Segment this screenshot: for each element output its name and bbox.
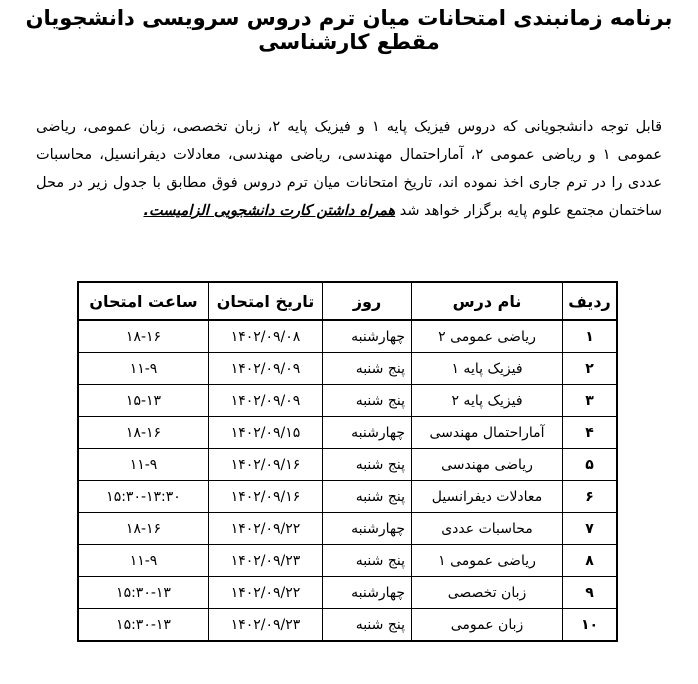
row-num: ۹ (563, 577, 618, 609)
row-course-name: فیزیک پایه ۲ (412, 385, 563, 417)
row-course-name: ریاضی عمومی ۱ (412, 545, 563, 577)
row-exam-date: ۱۴۰۲/۰۹/۰۸ (209, 320, 323, 353)
row-num: ۳ (563, 385, 618, 417)
table-row (78, 353, 617, 385)
row-exam-time: ۱۵-۱۳ (78, 385, 209, 417)
table-row (78, 417, 617, 449)
row-course-name: ریاضی عمومی ۲ (412, 320, 563, 353)
table-row (78, 385, 617, 417)
row-course-name: فیزیک پایه ۱ (412, 353, 563, 385)
row-exam-time: ۱۸-۱۶ (78, 513, 209, 545)
table-row (78, 577, 617, 609)
row-num: ۱ (563, 320, 618, 353)
row-exam-time: ۱۱-۹ (78, 353, 209, 385)
header-exam-date: تاریخ امتحان (209, 282, 323, 320)
row-exam-date: ۱۴۰۲/۰۹/۱۶ (209, 449, 323, 481)
row-exam-date: ۱۴۰۲/۰۹/۰۹ (209, 385, 323, 417)
header-course-name: نام درس (412, 282, 563, 320)
row-exam-time: ۱۵:۳۰-۱۳ (78, 577, 209, 609)
row-day: پنج شنبه (323, 449, 412, 481)
row-num: ۵ (563, 449, 618, 481)
row-exam-date: ۱۴۰۲/۰۹/۱۵ (209, 417, 323, 449)
row-exam-time: ۱۵:۳۰-۱۳ (78, 609, 209, 642)
row-course-name: معادلات دیفرانسیل (412, 481, 563, 513)
row-exam-date: ۱۴۰۲/۰۹/۲۳ (209, 545, 323, 577)
row-num: ۱۰ (563, 609, 618, 642)
row-num: ۲ (563, 353, 618, 385)
row-day: پنج شنبه (323, 609, 412, 642)
intro-paragraph (36, 113, 662, 225)
page-title: برنامه زمانبندی امتحانات میان ترم دروس سرویسی دانشجویان مقطع کارشناسی (25, 6, 673, 54)
row-day: پنج شنبه (323, 385, 412, 417)
row-num: ۶ (563, 481, 618, 513)
row-num: ۸ (563, 545, 618, 577)
table-row (78, 513, 617, 545)
row-day: چهارشنبه (323, 577, 412, 609)
table-row (78, 609, 617, 642)
row-day: پنج شنبه (323, 545, 412, 577)
header-num: ردیف (563, 282, 618, 320)
row-day: چهارشنبه (323, 513, 412, 545)
row-course-name: ریاضی مهندسی (412, 449, 563, 481)
intro-emphasis: همراه داشتن کارت دانشجویی الزامیست. (143, 203, 396, 219)
row-exam-date: ۱۴۰۲/۰۹/۰۹ (209, 353, 323, 385)
row-exam-date: ۱۴۰۲/۰۹/۱۶ (209, 481, 323, 513)
header-day: روز (323, 282, 412, 320)
row-day: پنج شنبه (323, 481, 412, 513)
row-course-name: زبان تخصصی (412, 577, 563, 609)
table-row (78, 481, 617, 513)
row-num: ۷ (563, 513, 618, 545)
row-day: چهارشنبه (323, 320, 412, 353)
table-row (78, 320, 617, 353)
intro-text: قابل توجه دانشجویانی که دروس فیزیک پایه ۱ و فیزیک پایه ۲، زبان تخصصی، زبان عمومی، ریاضی عمومی ۱ و ریاضی عمومی ۲، آماراحتمال مهندسی، ریاضی مهندسی، معادلات دیفرانسیل، محاسبات عددی را در ترم جاری اخذ نموده اند، تاریخ امتحانات میان ترم دروس فوق مطابق با جدول زیر در محل ساختمان مجتمع علوم پایه برگزار خواهد شد (36, 119, 663, 219)
row-exam-time: ۱۵:۳۰-۱۳:۳۰ (78, 481, 209, 513)
exam-schedule-table (77, 281, 618, 642)
row-course-name: زبان عمومی (412, 609, 563, 642)
row-day: چهارشنبه (323, 417, 412, 449)
row-exam-date: ۱۴۰۲/۰۹/۲۲ (209, 577, 323, 609)
table-row (78, 545, 617, 577)
row-course-name: آماراحتمال مهندسی (412, 417, 563, 449)
row-day: پنج شنبه (323, 353, 412, 385)
row-num: ۴ (563, 417, 618, 449)
row-exam-date: ۱۴۰۲/۰۹/۲۲ (209, 513, 323, 545)
row-exam-time: ۱۸-۱۶ (78, 417, 209, 449)
row-exam-date: ۱۴۰۲/۰۹/۲۳ (209, 609, 323, 642)
row-exam-time: ۱۱-۹ (78, 545, 209, 577)
row-course-name: محاسبات عددی (412, 513, 563, 545)
row-exam-time: ۱۸-۱۶ (78, 320, 209, 353)
table-row (78, 449, 617, 481)
header-exam-time: ساعت امتحان (78, 282, 209, 320)
row-exam-time: ۱۱-۹ (78, 449, 209, 481)
table-header-row (78, 282, 617, 320)
